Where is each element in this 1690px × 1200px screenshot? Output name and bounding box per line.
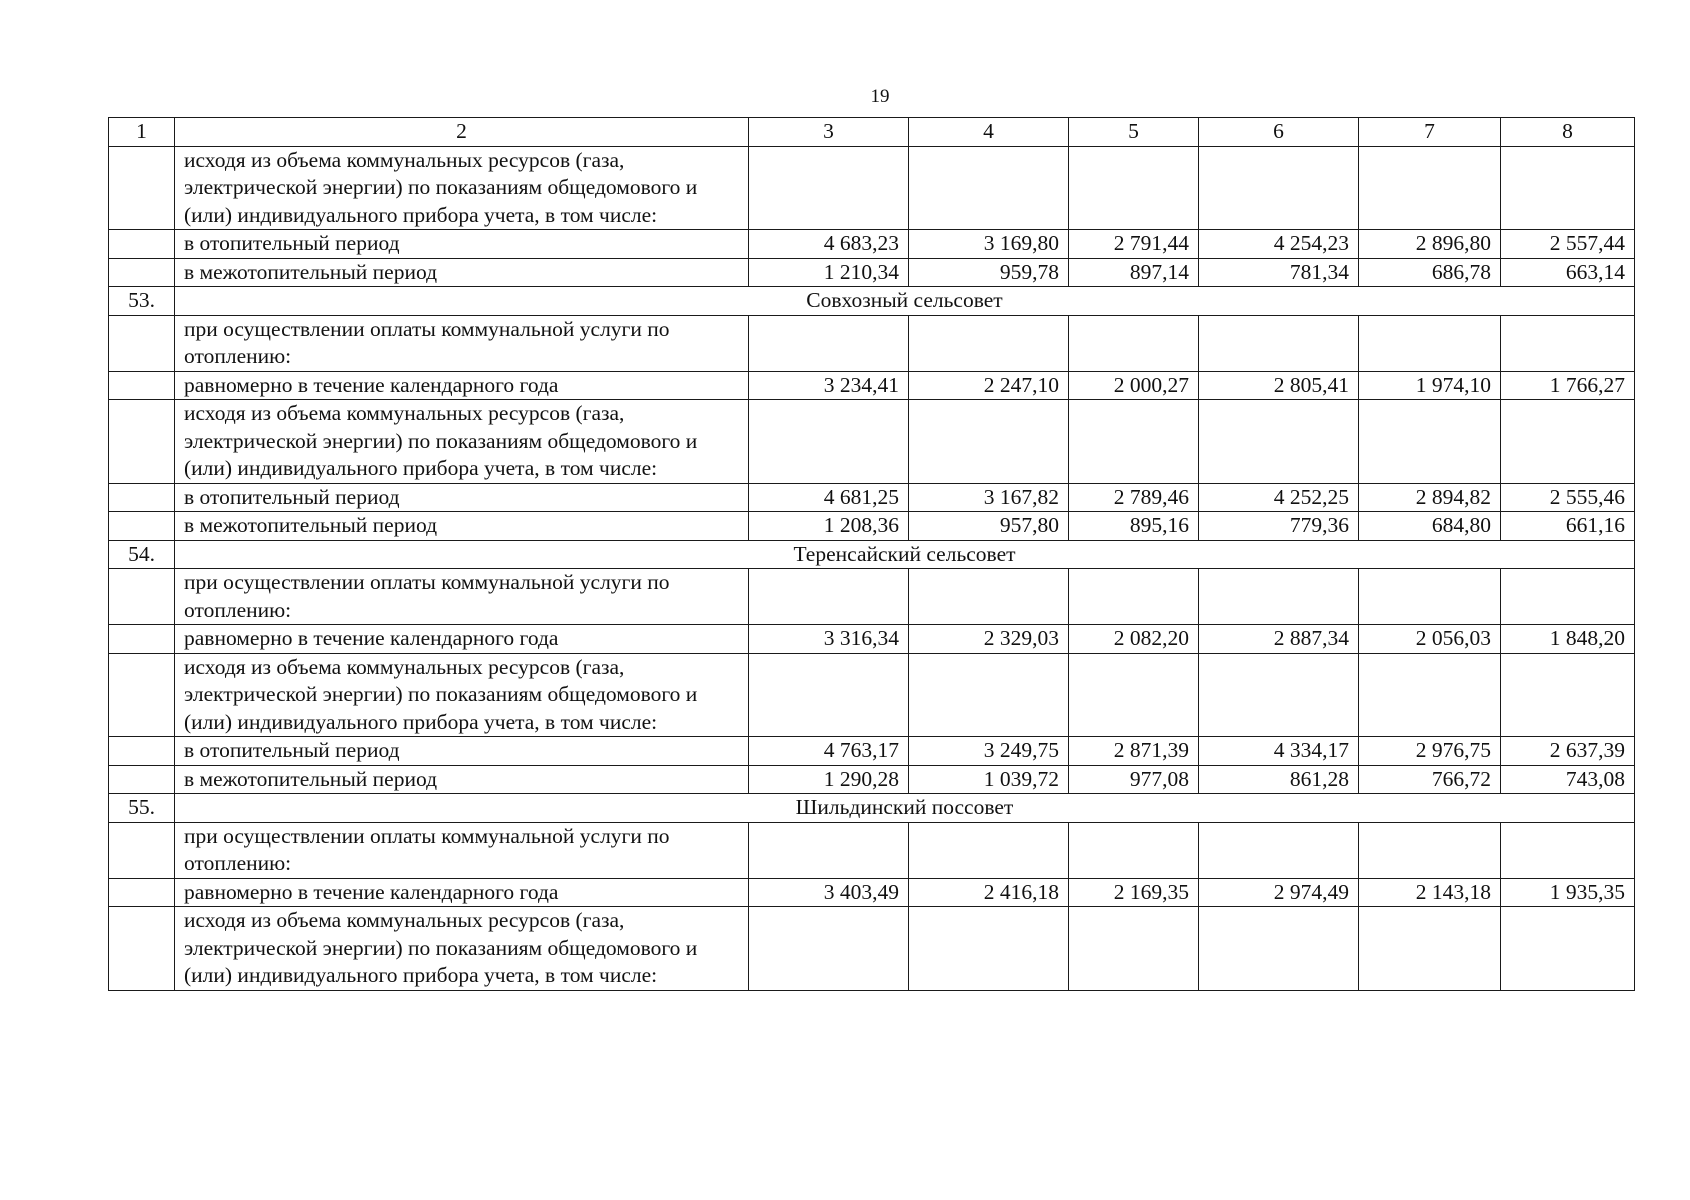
- empty-value-cell: [909, 653, 1069, 737]
- section-index: 54.: [109, 540, 175, 569]
- empty-value-cell: [749, 400, 909, 484]
- section-row: [109, 287, 1635, 316]
- empty-value-cell: [749, 822, 909, 878]
- row-description: исходя из объема коммунальных ресурсов (газа, электрической энергии) по показаниям общедомового и (или) индивидуального прибора учета, в том числе:: [175, 400, 749, 484]
- description-row: [109, 569, 1635, 625]
- value-cell: 1 039,72: [909, 765, 1069, 794]
- index-cell: [109, 371, 175, 400]
- section-row: [109, 540, 1635, 569]
- empty-value-cell: [1069, 822, 1199, 878]
- table-row: [109, 512, 1635, 541]
- empty-value-cell: [1359, 653, 1501, 737]
- empty-value-cell: [749, 907, 909, 991]
- empty-value-cell: [1199, 400, 1359, 484]
- empty-value-cell: [1359, 907, 1501, 991]
- value-cell: 2 894,82: [1359, 483, 1501, 512]
- value-cell: 779,36: [1199, 512, 1359, 541]
- value-cell: 1 974,10: [1359, 371, 1501, 400]
- empty-value-cell: [909, 822, 1069, 878]
- empty-value-cell: [1069, 569, 1199, 625]
- empty-value-cell: [1199, 315, 1359, 371]
- value-cell: 2 555,46: [1501, 483, 1635, 512]
- row-label: в межотопительный период: [175, 512, 749, 541]
- empty-value-cell: [1199, 146, 1359, 230]
- description-row: [109, 400, 1635, 484]
- empty-value-cell: [1069, 653, 1199, 737]
- value-cell: 743,08: [1501, 765, 1635, 794]
- column-number: 7: [1359, 118, 1501, 147]
- value-cell: 2 887,34: [1199, 625, 1359, 654]
- section-title: Шильдинский поссовет: [175, 794, 1635, 823]
- value-cell: 766,72: [1359, 765, 1501, 794]
- row-description: исходя из объема коммунальных ресурсов (газа, электрической энергии) по показаниям общедомового и (или) индивидуального прибора учета, в том числе:: [175, 653, 749, 737]
- value-cell: 781,34: [1199, 258, 1359, 287]
- value-cell: 2 329,03: [909, 625, 1069, 654]
- value-cell: 861,28: [1199, 765, 1359, 794]
- table-row: [109, 258, 1635, 287]
- value-cell: 3 316,34: [749, 625, 909, 654]
- row-label: равномерно в течение календарного года: [175, 878, 749, 907]
- value-cell: 663,14: [1501, 258, 1635, 287]
- index-cell: [109, 625, 175, 654]
- value-cell: 2 169,35: [1069, 878, 1199, 907]
- empty-value-cell: [1359, 315, 1501, 371]
- value-cell: 2 557,44: [1501, 230, 1635, 259]
- page-number: 19: [870, 86, 890, 107]
- value-cell: 4 683,23: [749, 230, 909, 259]
- section-title: Теренсайский сельсовет: [175, 540, 1635, 569]
- empty-value-cell: [1069, 146, 1199, 230]
- row-label: в отопительный период: [175, 483, 749, 512]
- empty-value-cell: [909, 146, 1069, 230]
- empty-value-cell: [1069, 907, 1199, 991]
- empty-value-cell: [1501, 822, 1635, 878]
- empty-value-cell: [749, 569, 909, 625]
- empty-value-cell: [749, 315, 909, 371]
- empty-value-cell: [1069, 315, 1199, 371]
- description-row: [109, 653, 1635, 737]
- row-label: равномерно в течение календарного года: [175, 371, 749, 400]
- row-description: при осуществлении оплаты коммунальной услуги по отоплению:: [175, 315, 749, 371]
- index-cell: [109, 146, 175, 230]
- column-number: 6: [1199, 118, 1359, 147]
- empty-value-cell: [1501, 569, 1635, 625]
- empty-value-cell: [1359, 400, 1501, 484]
- column-number: 5: [1069, 118, 1199, 147]
- value-cell: 957,80: [909, 512, 1069, 541]
- value-cell: 2 082,20: [1069, 625, 1199, 654]
- empty-value-cell: [1501, 315, 1635, 371]
- value-cell: 897,14: [1069, 258, 1199, 287]
- value-cell: 4 334,17: [1199, 737, 1359, 766]
- value-cell: 2 416,18: [909, 878, 1069, 907]
- table-row: [109, 878, 1635, 907]
- column-number: 2: [175, 118, 749, 147]
- empty-value-cell: [1501, 400, 1635, 484]
- section-index: 53.: [109, 287, 175, 316]
- row-description: при осуществлении оплаты коммунальной услуги по отоплению:: [175, 822, 749, 878]
- row-label: в отопительный период: [175, 230, 749, 259]
- row-description: при осуществлении оплаты коммунальной услуги по отоплению:: [175, 569, 749, 625]
- value-cell: 1 766,27: [1501, 371, 1635, 400]
- section-title: Совхозный сельсовет: [175, 287, 1635, 316]
- value-cell: 3 167,82: [909, 483, 1069, 512]
- index-cell: [109, 822, 175, 878]
- index-cell: [109, 315, 175, 371]
- table-row: [109, 625, 1635, 654]
- table-row: [109, 483, 1635, 512]
- empty-value-cell: [909, 907, 1069, 991]
- value-cell: 2 637,39: [1501, 737, 1635, 766]
- empty-value-cell: [1199, 822, 1359, 878]
- empty-value-cell: [909, 400, 1069, 484]
- row-label: в межотопительный период: [175, 258, 749, 287]
- description-row: [109, 146, 1635, 230]
- index-cell: [109, 512, 175, 541]
- index-cell: [109, 569, 175, 625]
- empty-value-cell: [1069, 400, 1199, 484]
- value-cell: 2 974,49: [1199, 878, 1359, 907]
- table-row: [109, 230, 1635, 259]
- column-number-row: [109, 118, 1635, 147]
- value-cell: 1 290,28: [749, 765, 909, 794]
- empty-value-cell: [1199, 653, 1359, 737]
- value-cell: 2 143,18: [1359, 878, 1501, 907]
- value-cell: 3 403,49: [749, 878, 909, 907]
- empty-value-cell: [1199, 569, 1359, 625]
- value-cell: 2 896,80: [1359, 230, 1501, 259]
- value-cell: 1 935,35: [1501, 878, 1635, 907]
- value-cell: 661,16: [1501, 512, 1635, 541]
- empty-value-cell: [1359, 146, 1501, 230]
- column-number: 4: [909, 118, 1069, 147]
- index-cell: [109, 653, 175, 737]
- index-cell: [109, 400, 175, 484]
- value-cell: 684,80: [1359, 512, 1501, 541]
- row-label: в межотопительный период: [175, 765, 749, 794]
- description-row: [109, 315, 1635, 371]
- empty-value-cell: [1501, 907, 1635, 991]
- table-row: [109, 371, 1635, 400]
- index-cell: [109, 230, 175, 259]
- section-index: 55.: [109, 794, 175, 823]
- value-cell: 4 252,25: [1199, 483, 1359, 512]
- value-cell: 2 805,41: [1199, 371, 1359, 400]
- value-cell: 686,78: [1359, 258, 1501, 287]
- value-cell: 1 208,36: [749, 512, 909, 541]
- column-number: 3: [749, 118, 909, 147]
- empty-value-cell: [749, 653, 909, 737]
- empty-value-cell: [749, 146, 909, 230]
- value-cell: 2 976,75: [1359, 737, 1501, 766]
- row-label: равномерно в течение календарного года: [175, 625, 749, 654]
- value-cell: 2 789,46: [1069, 483, 1199, 512]
- row-description: исходя из объема коммунальных ресурсов (газа, электрической энергии) по показаниям общедомового и (или) индивидуального прибора учета, в том числе:: [175, 907, 749, 991]
- column-number: 1: [109, 118, 175, 147]
- index-cell: [109, 483, 175, 512]
- value-cell: 2 056,03: [1359, 625, 1501, 654]
- index-cell: [109, 737, 175, 766]
- index-cell: [109, 907, 175, 991]
- value-cell: 895,16: [1069, 512, 1199, 541]
- value-cell: 2 247,10: [909, 371, 1069, 400]
- empty-value-cell: [1501, 146, 1635, 230]
- empty-value-cell: [1359, 569, 1501, 625]
- empty-value-cell: [909, 315, 1069, 371]
- empty-value-cell: [1199, 907, 1359, 991]
- value-cell: 1 210,34: [749, 258, 909, 287]
- value-cell: 4 763,17: [749, 737, 909, 766]
- value-cell: 2 000,27: [1069, 371, 1199, 400]
- index-cell: [109, 258, 175, 287]
- description-row: [109, 822, 1635, 878]
- column-number: 8: [1501, 118, 1635, 147]
- index-cell: [109, 765, 175, 794]
- value-cell: 959,78: [909, 258, 1069, 287]
- empty-value-cell: [1501, 653, 1635, 737]
- row-description: исходя из объема коммунальных ресурсов (газа, электрической энергии) по показаниям общедомового и (или) индивидуального прибора учета, в том числе:: [175, 146, 749, 230]
- empty-value-cell: [909, 569, 1069, 625]
- row-label: в отопительный период: [175, 737, 749, 766]
- value-cell: 3 234,41: [749, 371, 909, 400]
- tariff-table: [108, 117, 1635, 991]
- value-cell: 977,08: [1069, 765, 1199, 794]
- value-cell: 2 871,39: [1069, 737, 1199, 766]
- empty-value-cell: [1359, 822, 1501, 878]
- description-row: [109, 907, 1635, 991]
- index-cell: [109, 878, 175, 907]
- value-cell: 2 791,44: [1069, 230, 1199, 259]
- value-cell: 4 681,25: [749, 483, 909, 512]
- value-cell: 3 249,75: [909, 737, 1069, 766]
- table-row: [109, 765, 1635, 794]
- table-row: [109, 737, 1635, 766]
- section-row: [109, 794, 1635, 823]
- value-cell: 1 848,20: [1501, 625, 1635, 654]
- value-cell: 4 254,23: [1199, 230, 1359, 259]
- value-cell: 3 169,80: [909, 230, 1069, 259]
